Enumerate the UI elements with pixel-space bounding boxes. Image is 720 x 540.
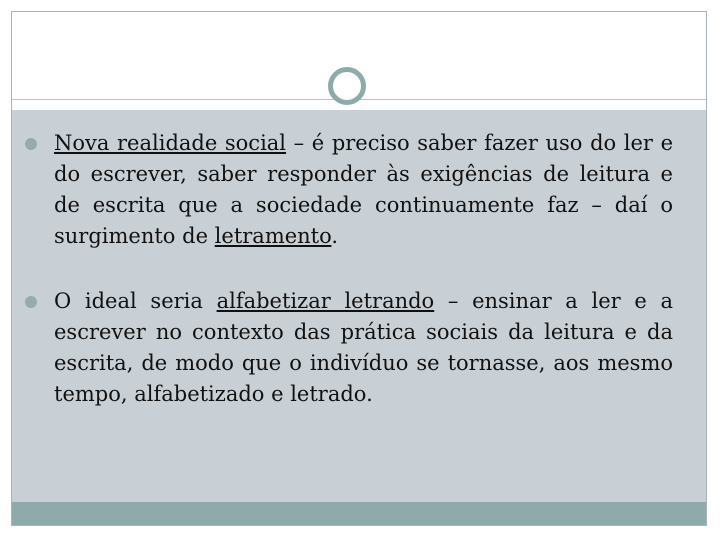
bullet-dot-icon [25, 138, 37, 150]
bullet-item [23, 286, 673, 410]
bullet-list [23, 128, 673, 444]
bullet-term: alfabetizar letrando [216, 289, 435, 313]
footer-band [12, 502, 706, 526]
bullet-dot-icon [25, 296, 37, 308]
bullet-prefix: O ideal seria [54, 289, 217, 313]
bullet-text: – ensinar a ler e a escrever no contexto das prática sociais da leitura e da escrita, de modo que o indivíduo se tornasse, aos mesmo tempo, alfabetizado e letrado. [54, 289, 674, 406]
bullet-term: Nova realidade social [54, 131, 287, 155]
ring-ornament-icon [328, 67, 366, 105]
bullet-end: . [331, 224, 339, 248]
bullet-term-letramento: letramento [214, 224, 332, 248]
bullet-text: – é preciso saber fazer uso do ler e do escrever, saber responder às exigências de leitura e de escrita que a sociedade continuamente faz – daí o surgimento de [54, 131, 674, 248]
bullet-item [23, 128, 673, 252]
